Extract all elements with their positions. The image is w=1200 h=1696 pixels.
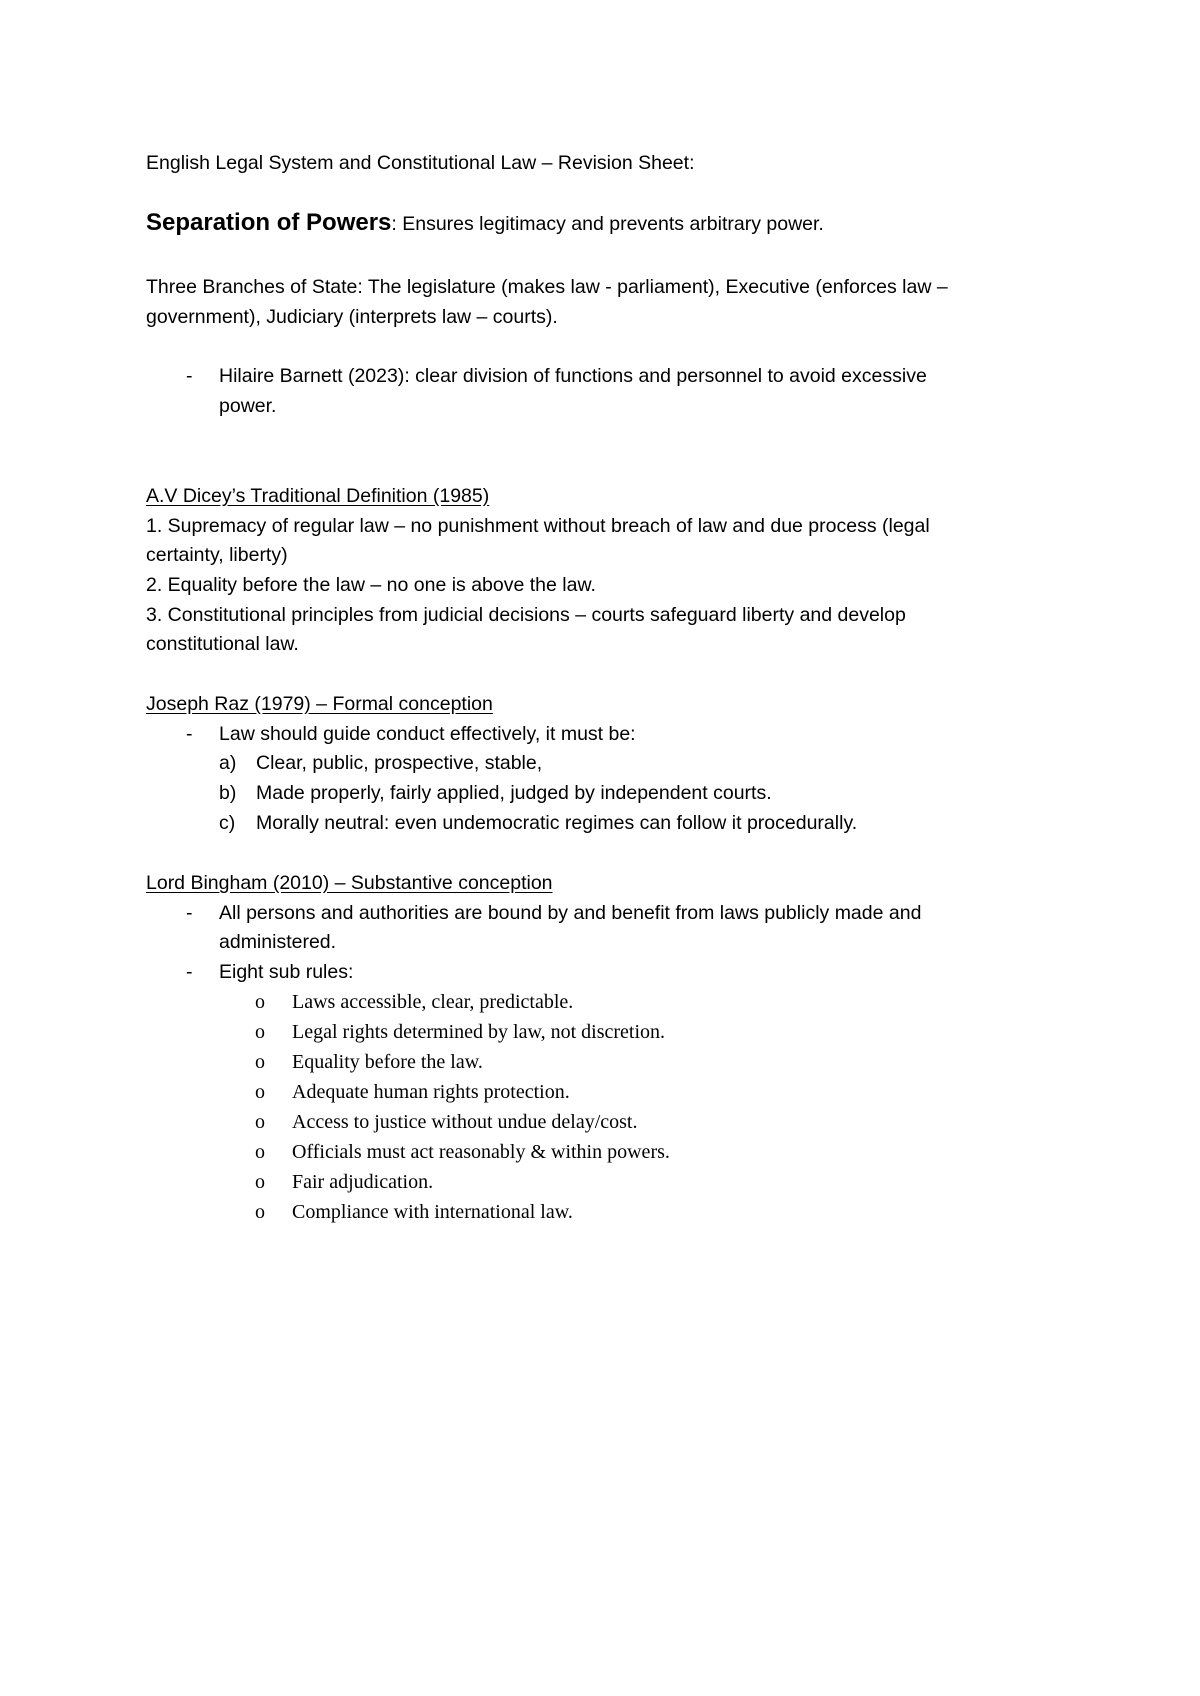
sub-rule-marker: o bbox=[255, 1081, 265, 1103]
sub-rule-item: Compliance with international law. bbox=[292, 1201, 573, 1223]
sub-rule-marker: o bbox=[255, 1141, 265, 1163]
sub-rule-marker: o bbox=[255, 1171, 265, 1193]
bingham-point-2: Eight sub rules: bbox=[219, 961, 354, 983]
sub-rule-item: Fair adjudication. bbox=[292, 1171, 434, 1193]
raz-item-marker: a) bbox=[219, 752, 237, 774]
raz-item-marker: c) bbox=[219, 812, 236, 834]
raz-item-text: Clear, public, prospective, stable, bbox=[256, 752, 543, 774]
sub-rule-marker: o bbox=[255, 1021, 265, 1043]
barnett-line-1: Hilaire Barnett (2023): clear division of functions and personnel to avoid excessive bbox=[219, 365, 927, 387]
sub-rule-marker: o bbox=[255, 1051, 265, 1073]
dicey-item-1-line-1: 1. Supremacy of regular law – no punishment without breach of law and due process (legal bbox=[146, 515, 930, 537]
sub-rule-item: Adequate human rights protection. bbox=[292, 1081, 570, 1103]
document-title: English Legal System and Constitutional Law – Revision Sheet: bbox=[146, 152, 695, 174]
sub-rule-marker: o bbox=[255, 1201, 265, 1223]
separation-heading: Separation of Powers bbox=[146, 209, 392, 236]
dicey-item-3-line-1: 3. Constitutional principles from judicial decisions – courts safeguard liberty and develop bbox=[146, 604, 906, 626]
sub-rule-item: Legal rights determined by law, not discretion. bbox=[292, 1021, 666, 1043]
bingham-heading: Lord Bingham (2010) – Substantive conception bbox=[146, 872, 553, 894]
dicey-item-1-line-2: certainty, liberty) bbox=[146, 544, 288, 566]
bingham-bullet-2: - bbox=[186, 961, 193, 983]
barnett-bullet: - bbox=[186, 365, 193, 387]
bingham-point-1-line-2: administered. bbox=[219, 931, 337, 953]
separation-text: : Ensures legitimacy and prevents arbitrary power. bbox=[391, 213, 824, 235]
separation-heading-line bbox=[146, 208, 824, 239]
raz-intro: Law should guide conduct effectively, it must be: bbox=[219, 723, 636, 745]
barnett-line-2: power. bbox=[219, 395, 277, 417]
dicey-item-3-line-2: constitutional law. bbox=[146, 633, 299, 655]
sub-rule-item: Laws accessible, clear, predictable. bbox=[292, 991, 574, 1013]
dicey-item-2: 2. Equality before the law – no one is above the law. bbox=[146, 574, 596, 596]
sub-rule-item: Officials must act reasonably & within powers. bbox=[292, 1141, 670, 1163]
branches-line-2: government), Judiciary (interprets law – courts). bbox=[146, 306, 558, 328]
sub-rule-marker: o bbox=[255, 1111, 265, 1133]
raz-item-text: Made properly, fairly applied, judged by independent courts. bbox=[256, 782, 772, 804]
bingham-bullet-1: - bbox=[186, 902, 193, 924]
raz-item-text: Morally neutral: even undemocratic regimes can follow it procedurally. bbox=[256, 812, 858, 834]
sub-rule-item: Access to justice without undue delay/cost. bbox=[292, 1111, 638, 1133]
dicey-heading: A.V Dicey’s Traditional Definition (1985) bbox=[146, 485, 490, 507]
sub-rule-item: Equality before the law. bbox=[292, 1051, 483, 1073]
sub-rule-marker: o bbox=[255, 991, 265, 1013]
raz-item-marker: b) bbox=[219, 782, 237, 804]
raz-heading: Joseph Raz (1979) – Formal conception bbox=[146, 693, 493, 715]
raz-bullet: - bbox=[186, 723, 193, 745]
branches-line-1: Three Branches of State: The legislature (makes law - parliament), Executive (enforces law – bbox=[146, 276, 948, 298]
bingham-point-1-line-1: All persons and authorities are bound by and benefit from laws publicly made and bbox=[219, 902, 922, 924]
